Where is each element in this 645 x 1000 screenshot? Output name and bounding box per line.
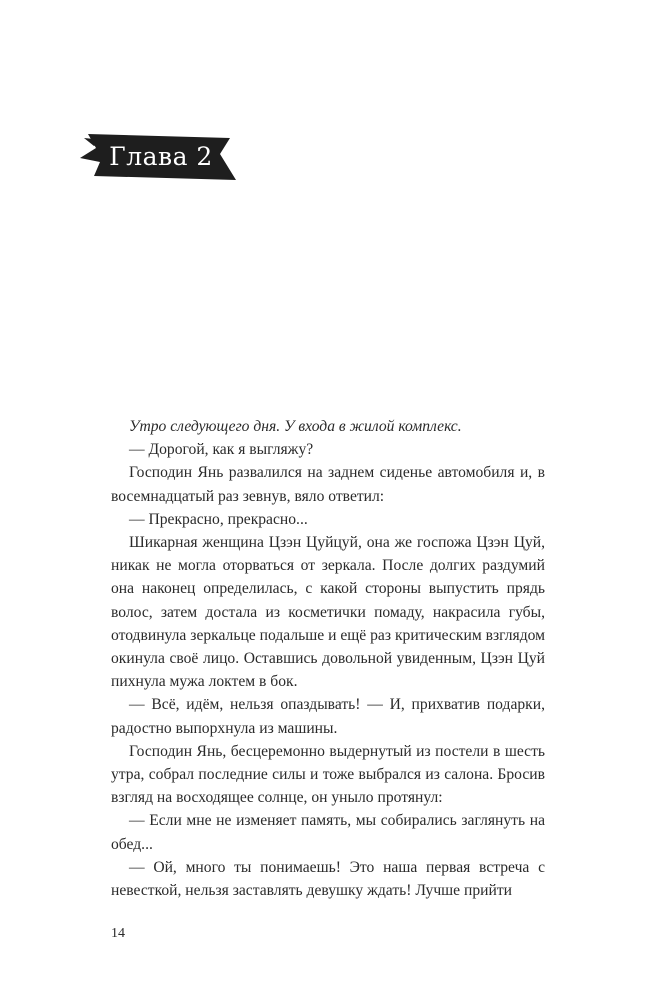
chapter-title: Глава 2 <box>109 142 213 171</box>
paragraph: Шикарная женщина Цзэн Цуйцуй, она же госпожа Цзэн Цуй, никак не могла оторваться от зеркала. После долгих раздумий она наконец определилась, с какой стороны выпустить прядь волос, затем достала из косметички помаду, накрасила губы, отодвинула зеркальце подальше и ещё раз критическим взглядом окинула своё лицо. Оставшись довольной увиденным, Цзэн Цуй пихнула мужа локтем в бок. <box>111 534 545 691</box>
body-text <box>111 415 545 902</box>
paragraph: Господин Янь развалился на заднем сиденье автомобиля и, в восемнадцатый раз зевнув, вяло ответил: <box>111 464 545 505</box>
chapter-heading-banner <box>80 132 236 182</box>
page-number: 14 <box>111 926 125 941</box>
paragraph: — Всё, идём, нельзя опаздывать! — И, прихватив подарки, радостно выпорхнула из машины. <box>111 696 545 737</box>
paragraph: — Если мне не изменяет память, мы собирались заглянуть на обед... <box>111 812 545 853</box>
paragraph: — Дорогой, как я выгляжу? <box>129 441 314 459</box>
paragraph: — Ой, много ты понимаешь! Это наша первая встреча с невесткой, нельзя заставлять девушку ждать! Лучше прийти <box>111 858 545 900</box>
paragraph: Господин Янь, бесцеремонно выдернутый из постели в шесть утра, собрал последние силы и тоже выбрался из салона. Бросив взгляд на восходящее солнце, он уныло протянул: <box>111 742 545 807</box>
paragraph-scene-setting: Утро следующего дня. У входа в жилой комплекс. <box>129 418 462 435</box>
paragraph: — Прекрасно, прекрасно... <box>129 510 308 528</box>
